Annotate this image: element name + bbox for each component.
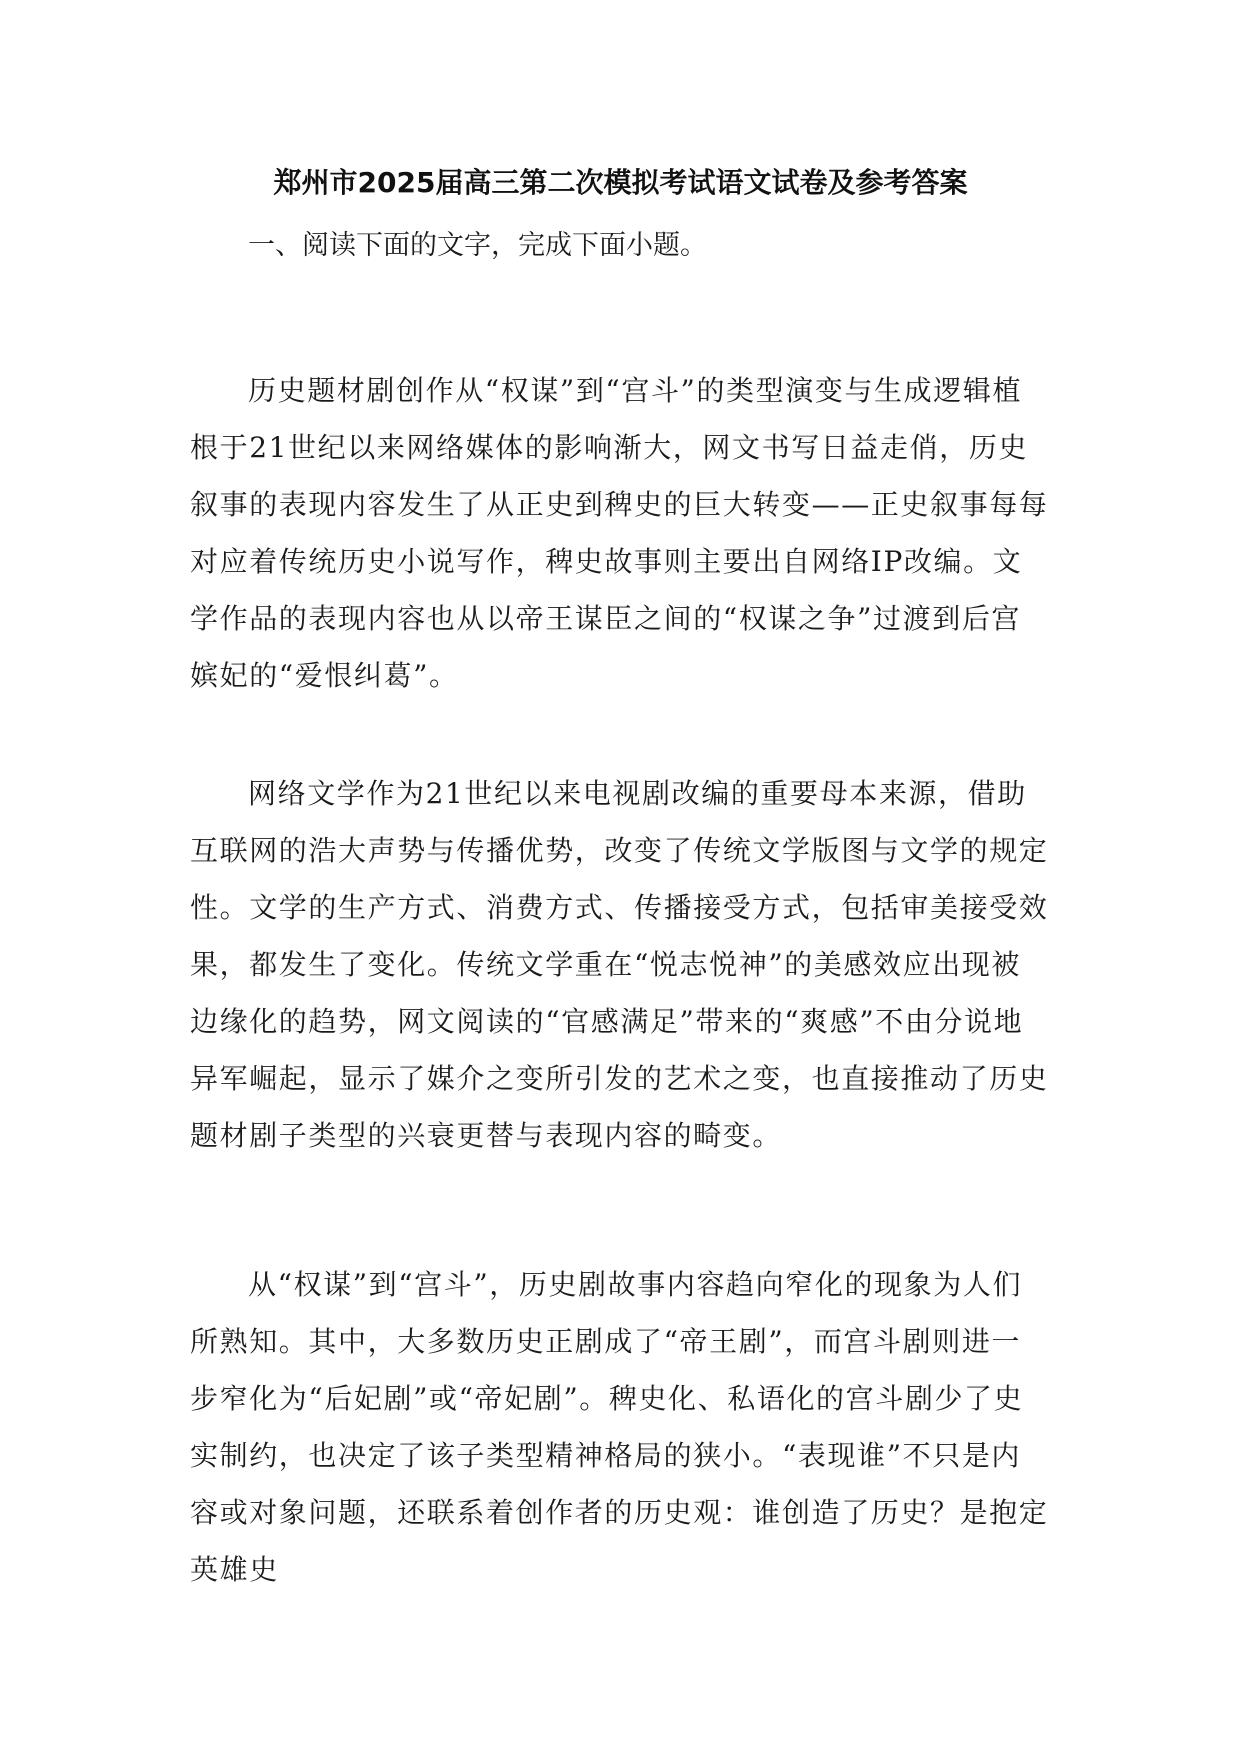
document-title: 郑州市2025届高三第二次模拟考试语文试卷及参考答案 xyxy=(273,166,968,199)
body-paragraph: 从“权谋”到“宫斗”，历史剧故事内容趋向窄化的现象为人们所熟知。其中，大多数历史正剧成了“帝王剧”，而宫斗剧则进一步窄化为“后妃剧”或“帝妃剧”。稗史化、私语化的宫斗剧少了史实制约，也决定了该子类型精神格局的狭小。“表现谁”不只是内容或对象问题，还联系着创作者的历史观：谁创造了历史？是抱定英雄史 xyxy=(190,1268,1049,1586)
body-paragraph: 网络文学作为21世纪以来电视剧改编的重要母本来源，借助互联网的浩大声势与传播优势，改变了传统文学版图与文学的规定性。文学的生产方式、消费方式、传播接受方式，包括审美接受效果，都发生了变化。传统文学重在“悦志悦神”的美感效应出现被边缘化的趋势，网文阅读的“官感满足”带来的“爽感”不由分说地异军崛起，显示了媒介之变所引发的艺术之变，也直接推动了历史题材剧子类型的兴衰更替与表现内容的畸变。 xyxy=(190,777,1049,1152)
body-paragraph: 历史题材剧创作从“权谋”到“宫斗”的类型演变与生成逻辑植根于21世纪以来网络媒体的影响渐大，网文书写日益走俏，历史叙事的表现内容发生了从正史到稗史的巨大转变——正史叙事每每对应着传统历史小说写作，稗史故事则主要出自网络IP改编。文学作品的表现内容也从以帝王谋臣之间的“权谋之争”过渡到后宫嫔妃的“爱恨纠葛”。 xyxy=(190,374,1049,692)
section-heading: 一、阅读下面的文字，完成下面小题。 xyxy=(248,230,707,261)
